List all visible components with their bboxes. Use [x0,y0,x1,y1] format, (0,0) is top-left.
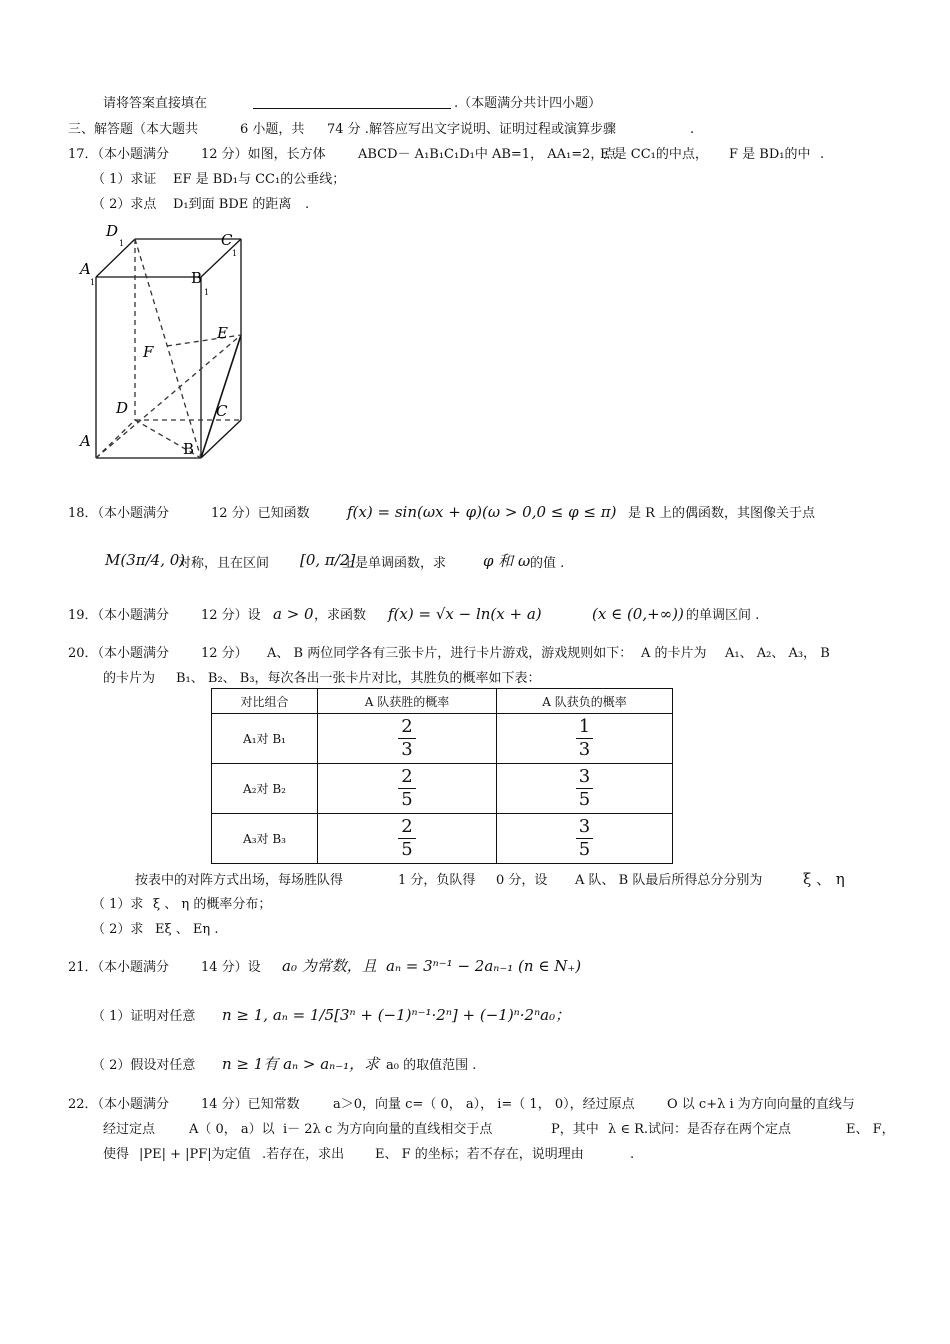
q17-body: ABCD－ A₁B₁C₁D₁中 AB=1， AA₁=2，点 [358,147,617,162]
q22-line2: 经过定点 [103,1122,156,1137]
q22-end: . [630,1147,635,1162]
label-a1-sub: 1 [90,278,96,287]
q20-after-score: 1 分，负队得 [398,873,476,888]
q18-after: 是 R 上的偶函数，其图像关于点 [628,506,816,521]
label-f: F [143,343,154,361]
q20-vars: ξ 、 η [803,870,845,888]
q18-tail: 上是单调函数，求 [342,556,447,571]
q22-i-part: i－ 2λ c 为方向向量的直线相交于点 [283,1122,493,1137]
q19-score: 12 分）设 [201,608,261,623]
lose-cell [497,764,673,814]
probability-table [211,688,673,864]
win-num: 2 [401,766,413,787]
q18-number: 18．（本小题满分 [68,506,170,521]
q19-mid: ，求函数 [314,608,367,623]
win-cell [318,814,497,864]
q21-sub2-label: （ 2）假设对任意 [92,1058,196,1073]
lose-cell [497,714,673,764]
lose-num: 1 [578,716,591,737]
q20-b-cards: B₁、 B₂、 B₃，每次各出一张卡片对比，其胜负的概率如下表： [176,671,541,686]
lose-num: 3 [578,766,591,787]
header-pair: 对比组合 [212,689,318,714]
section-heading: 三、解答题（本大题共 [68,122,199,137]
edge-a-d [96,420,135,458]
instruction-text: 请将答案直接填在 [103,96,208,111]
q21-a0: a₀ 为常数，且 [282,957,377,975]
q20-sub1-label: （ 1）求 [92,897,144,912]
q18-point [105,552,185,568]
cuboid-figure [70,215,270,470]
q18-point-text: M(3π/4, 0) [105,551,186,569]
q17-e-point: E 是 CC₁的中点， [600,147,708,162]
section-end: . [690,122,695,137]
q19-condition: a > 0 [273,605,314,623]
label-d1-sub: 1 [119,239,125,248]
q17-sub1-text: EF 是 BD₁与 CC₁的公垂线； [173,172,346,187]
instruction-line [103,96,207,112]
q19-number: 19．（本小题满分 [68,608,170,623]
pair-cell: A₁对 B₁ [212,714,318,764]
q20-sub2-label: （ 2）求 [92,922,144,937]
q22-p-part: P，其中 [551,1122,599,1137]
q21-sub1-label: （ 1）证明对任意 [92,1009,196,1024]
instruction-suffix: .（本题满分共计四小题） [454,96,602,111]
label-a1: A [80,260,91,278]
win-cell [318,764,497,814]
q20-body: A、 B 两位同学各有三张卡片，进行卡片游戏，游戏规则如下： [267,646,633,661]
win-num: 2 [401,816,413,837]
q19-function: f(x) = √x − ln(x + a) [388,605,542,623]
q21-score: 14 分）设 [201,960,261,975]
label-e: E [217,324,228,342]
section-points: 74 分 .解答应写出文字说明、证明过程或演算步骤 [327,122,616,137]
q18-vars: φ 和 ω [483,552,531,570]
lose-cell [497,814,673,864]
q17-number: 17．（本小题满分 [68,147,170,162]
q20-a-cards: A₁、 A₂、 A₃， B [725,646,830,661]
q17-sub2-label: （ 2）求点 [92,197,157,212]
q22-body: a＞0，向量 c=（ 0， a）， i=（ 1， 0），经过原点 [333,1097,635,1112]
lose-den: 3 [576,738,593,761]
q20-after-zero: 0 分，设 [496,873,548,888]
q18-score: 12 分）已知函数 [211,506,310,521]
label-c: C [216,402,228,420]
q20-sub2-text: Eξ 、 Eη . [155,922,219,937]
q18-mid: 对称，且在区间 [178,556,270,571]
q22-line3-mid: .若存在，求出 [262,1147,345,1162]
q22-number: 22．（本小题满分 [68,1097,170,1112]
win-den: 3 [398,738,415,761]
q20-number: 20．（本小题满分 [68,646,170,661]
q21-recurrence: aₙ = 3ⁿ⁻¹ − 2aₙ₋₁ (n ∈ N₊) [386,957,582,975]
q20-after-ab: A 队、 B 队最后所得总分分别为 [575,873,763,888]
label-c1: C [221,231,233,249]
q17-f-point: F 是 BD₁的中 [729,147,811,162]
pair-cell: A₂对 B₂ [212,764,318,814]
table-row [212,764,673,814]
q18-interval: [0, π/2] [300,551,356,569]
label-b1-sub: 1 [204,288,210,297]
q22-ef: E、 F， [846,1122,895,1137]
label-b1: B [191,269,203,287]
answer-blank [253,96,451,114]
q21-sub1-formula: n ≥ 1, aₙ = 1/5[3ⁿ + (−1)ⁿ⁻¹·2ⁿ] + (−1)ⁿ·2ⁿa₀； [222,1006,571,1024]
q20-a-side: A 的卡片为 [641,646,707,661]
label-d: D [116,399,129,417]
win-den: 5 [398,788,415,811]
q22-a-part: A（ 0， a）以 [189,1122,275,1137]
q22-o-part: O 以 c+λ i 为方向向量的直线与 [667,1097,855,1112]
table-row [212,714,673,764]
header-lose: A 队获负的概率 [497,689,673,714]
label-b: B [183,440,195,458]
pair-cell: A₃对 B₃ [212,814,318,864]
q20-after-table: 按表中的对阵方式出场，每场胜队得 [135,873,344,888]
win-num: 2 [401,716,413,737]
q21-number: 21．（本小题满分 [68,960,170,975]
q20-line2: 的卡片为 [103,671,156,686]
q19-end: 的单调区间 . [686,608,760,623]
q22-line3-end: E、 F 的坐标；若不存在，说明理由 [375,1147,584,1162]
label-c1-sub: 1 [232,249,238,258]
q17-sub2-end: . [305,197,310,212]
win-cell [318,714,497,764]
q22-abs: |PE| + |PF|为定值 [139,1147,251,1162]
header-win: A 队获胜的概率 [318,689,497,714]
q18-end: 的值 . [530,556,565,571]
section-count: 6 小题，共 [240,122,305,137]
lose-den: 5 [576,788,593,811]
q17-sub1-label: （ 1）求证 [92,172,157,187]
table-row [212,814,673,864]
q20-score: 12 分） [201,646,248,661]
lose-num: 3 [578,816,591,837]
label-a: A [80,432,91,450]
q22-lambda: λ ∈ R.试问：是否存在两个定点 [608,1122,792,1137]
q22-score: 14 分）已知常数 [201,1097,300,1112]
q21-sub2-formula: n ≥ 1有 aₙ > aₙ₋₁，求 [222,1055,380,1073]
q20-sub1-text: ξ 、 η 的概率分布； [153,897,272,912]
q22-line3: 使得 [103,1147,130,1162]
q17-score: 12 分）如图，长方体 [201,147,326,162]
q17-end: . [820,147,825,162]
edge-a1-d1 [96,239,135,277]
q18-function: f(x) = sin(ωx + φ)(ω > 0,0 ≤ φ ≤ π) [347,503,617,521]
q19-domain: (x ∈ (0,+∞)) [592,605,684,623]
q17-sub2-text: D₁到面 BDE 的距离 [173,197,292,212]
table-header-row [212,689,673,714]
win-den: 5 [398,838,415,861]
lose-den: 5 [576,838,593,861]
q21-sub2-end: a₀ 的取值范围 . [386,1058,477,1073]
label-d1: D [106,222,119,240]
